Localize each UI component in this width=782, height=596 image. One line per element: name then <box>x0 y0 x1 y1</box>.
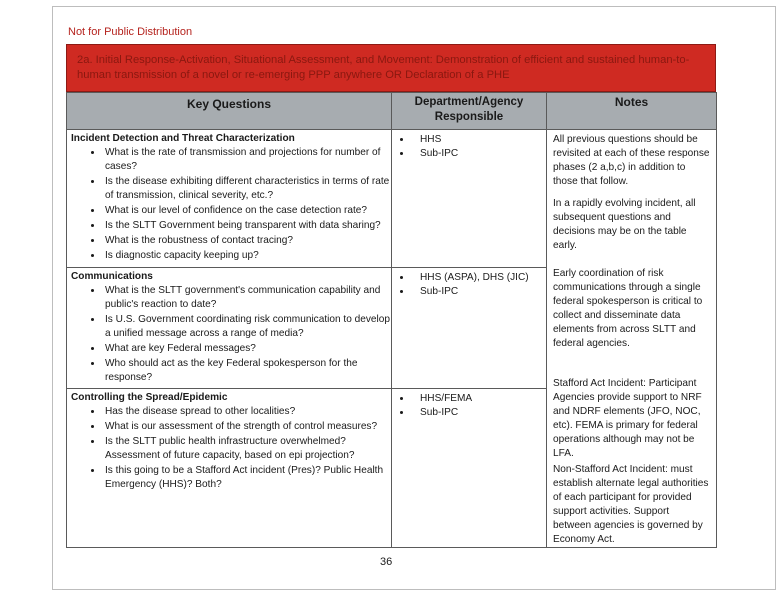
department-item: • HHS (ASPA), DHS (JIC) <box>412 271 546 285</box>
question-item: • Is the SLTT Government being transparent with data sharing? <box>103 219 391 233</box>
questions-cell <box>67 130 392 268</box>
question-item: • Is this going to be a Stafford Act incident (Pres)? Public Health Emergency (HHS)? Both? <box>103 464 391 492</box>
question-item: • What is our assessment of the strength of control measures? <box>103 420 391 434</box>
questions-cell <box>67 268 392 389</box>
header-department <box>392 93 547 130</box>
question-item: • What is our level of confidence on the case detection rate? <box>103 204 391 218</box>
department-list <box>392 389 546 420</box>
notes-cell <box>547 130 717 548</box>
department-item: • HHS/FEMA <box>412 392 546 406</box>
note-paragraph: Early coordination of risk communications through a single federal spokesperson is critical to collect and disseminate data elements from across SLTT and federal agencies. <box>553 268 703 349</box>
question-item: • Is U.S. Government coordinating risk communication to develop a unified message across a range of media? <box>103 313 391 341</box>
distribution-notice: Not for Public Distribution <box>68 26 193 38</box>
question-item: • What is the rate of transmission and projections for number of cases? <box>103 146 391 174</box>
question-item: • What is the SLTT government's communication capability and public's reaction to date? <box>103 284 391 312</box>
phase-banner: 2a. Initial Response-Activation, Situational Assessment, and Movement: Demonstration of efficient and sustained human-to-human transmission of a novel or re-emerging PPP anywhere OR Declaration of a PHE <box>66 44 716 92</box>
department-cell <box>392 130 547 268</box>
question-item: • Who should act as the key Federal spokesperson for the response? <box>103 357 391 385</box>
department-item: • Sub-IPC <box>412 147 546 161</box>
department-cell <box>392 268 547 389</box>
department-item: • Sub-IPC <box>412 406 546 420</box>
table-row <box>67 130 717 268</box>
note-paragraph: In a rapidly evolving incident, all subsequent questions and decisions may be on the table early. <box>553 198 696 251</box>
department-cell <box>392 389 547 548</box>
department-item: • Sub-IPC <box>412 285 546 299</box>
key-questions-table <box>66 92 717 548</box>
department-list <box>392 268 546 299</box>
question-item: • What are key Federal messages? <box>103 342 391 356</box>
header-department-line2: Responsible <box>434 111 504 123</box>
question-list <box>67 146 391 263</box>
question-item: • Is the disease exhibiting different characteristics in terms of rate of transmission, clinical severity, etc.? <box>103 175 391 203</box>
section-title: Incident Detection and Threat Characterization <box>71 133 295 144</box>
question-item: • What is the robustness of contact tracing? <box>103 234 391 248</box>
page-number: 36 <box>380 556 393 568</box>
note-paragraph: All previous questions should be revisited at each of these response phases (2 a,b,c) in addition to those that follow. <box>553 134 710 187</box>
header-department-line1: Department/Agency <box>414 96 524 108</box>
department-item: • HHS <box>412 133 546 147</box>
question-item: • Has the disease spread to other localities? <box>103 405 391 419</box>
table-header-row <box>67 93 717 130</box>
note-paragraph: Stafford Act Incident: Participant Agencies provide support to NRF and NDRF elements (JFO, NOC, etc). FEMA is primary for federal operations although may not be LFA. <box>553 378 702 459</box>
department-list <box>392 130 546 161</box>
question-list <box>67 284 391 385</box>
header-notes: Notes <box>547 93 717 130</box>
note-paragraph: Non-Stafford Act Incident: must establish alternate legal authorities of each participant for provided support activities. Support between agencies is governed by Economy Act. <box>553 464 709 545</box>
section-title: Communications <box>71 271 153 283</box>
section-title: Controlling the Spread/Epidemic <box>71 392 228 404</box>
question-list <box>67 405 391 492</box>
header-key-questions: Key Questions <box>67 93 392 130</box>
question-item: • Is the SLTT public health infrastructure overwhelmed? Assessment of future capacity, based on epi projection? <box>103 435 391 463</box>
question-item: • Is diagnostic capacity keeping up? <box>103 249 391 263</box>
questions-cell <box>67 389 392 548</box>
